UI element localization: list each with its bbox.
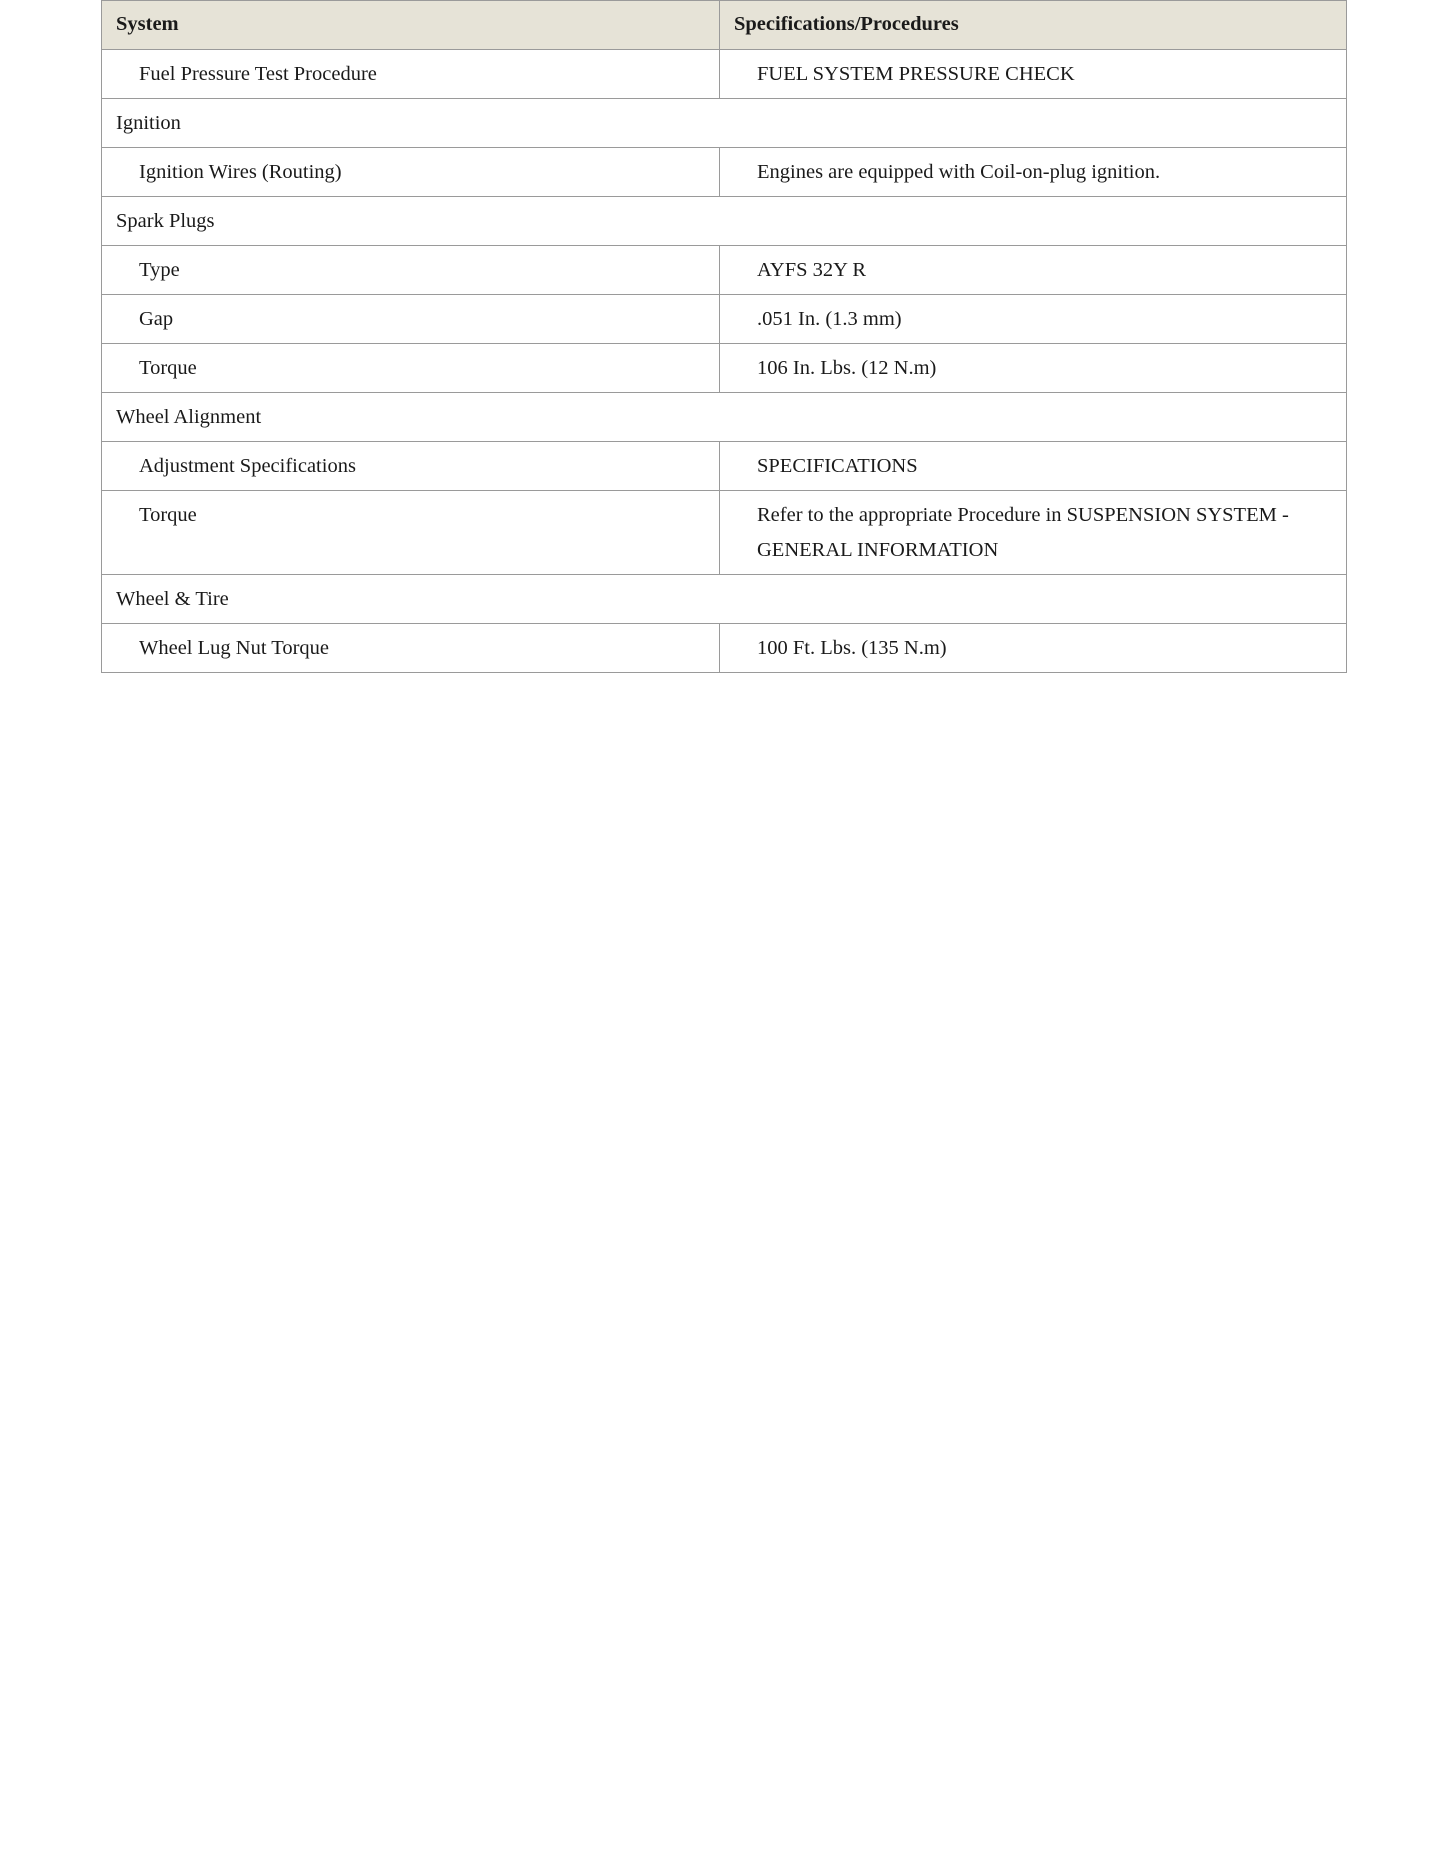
spec-cell: AYFS 32Y R xyxy=(720,246,1347,295)
header-specifications: Specifications/Procedures xyxy=(720,1,1347,50)
table-row xyxy=(102,344,1347,393)
system-cell: Wheel Lug Nut Torque xyxy=(102,624,720,673)
group-row xyxy=(102,99,1347,148)
table-body xyxy=(102,50,1347,673)
spec-cell: 100 Ft. Lbs. (135 N.m) xyxy=(720,624,1347,673)
system-cell: Fuel Pressure Test Procedure xyxy=(102,50,720,99)
spec-cell: Engines are equipped with Coil-on-plug ignition. xyxy=(720,148,1347,197)
spec-cell: FUEL SYSTEM PRESSURE CHECK xyxy=(720,50,1347,99)
table-row xyxy=(102,246,1347,295)
table-row xyxy=(102,442,1347,491)
spec-cell: SPECIFICATIONS xyxy=(720,442,1347,491)
group-row xyxy=(102,197,1347,246)
header-system: System xyxy=(102,1,720,50)
group-row xyxy=(102,575,1347,624)
table-header xyxy=(102,1,1347,50)
system-cell: Torque xyxy=(102,491,720,575)
table-row xyxy=(102,295,1347,344)
system-cell: Type xyxy=(102,246,720,295)
specifications-table xyxy=(101,0,1347,673)
group-row xyxy=(102,393,1347,442)
table-row xyxy=(102,491,1347,575)
table-row xyxy=(102,50,1347,99)
header-row xyxy=(102,1,1347,50)
table-row xyxy=(102,624,1347,673)
group-heading: Ignition xyxy=(102,99,1347,148)
system-cell: Torque xyxy=(102,344,720,393)
spec-cell: Refer to the appropriate Procedure in SUSPENSION SYSTEM - GENERAL INFORMATION xyxy=(720,491,1347,575)
group-heading: Wheel Alignment xyxy=(102,393,1347,442)
system-cell: Gap xyxy=(102,295,720,344)
system-cell: Adjustment Specifications xyxy=(102,442,720,491)
spec-cell: 106 In. Lbs. (12 N.m) xyxy=(720,344,1347,393)
table-row xyxy=(102,148,1347,197)
system-cell: Ignition Wires (Routing) xyxy=(102,148,720,197)
group-heading: Spark Plugs xyxy=(102,197,1347,246)
spec-cell: .051 In. (1.3 mm) xyxy=(720,295,1347,344)
group-heading: Wheel & Tire xyxy=(102,575,1347,624)
